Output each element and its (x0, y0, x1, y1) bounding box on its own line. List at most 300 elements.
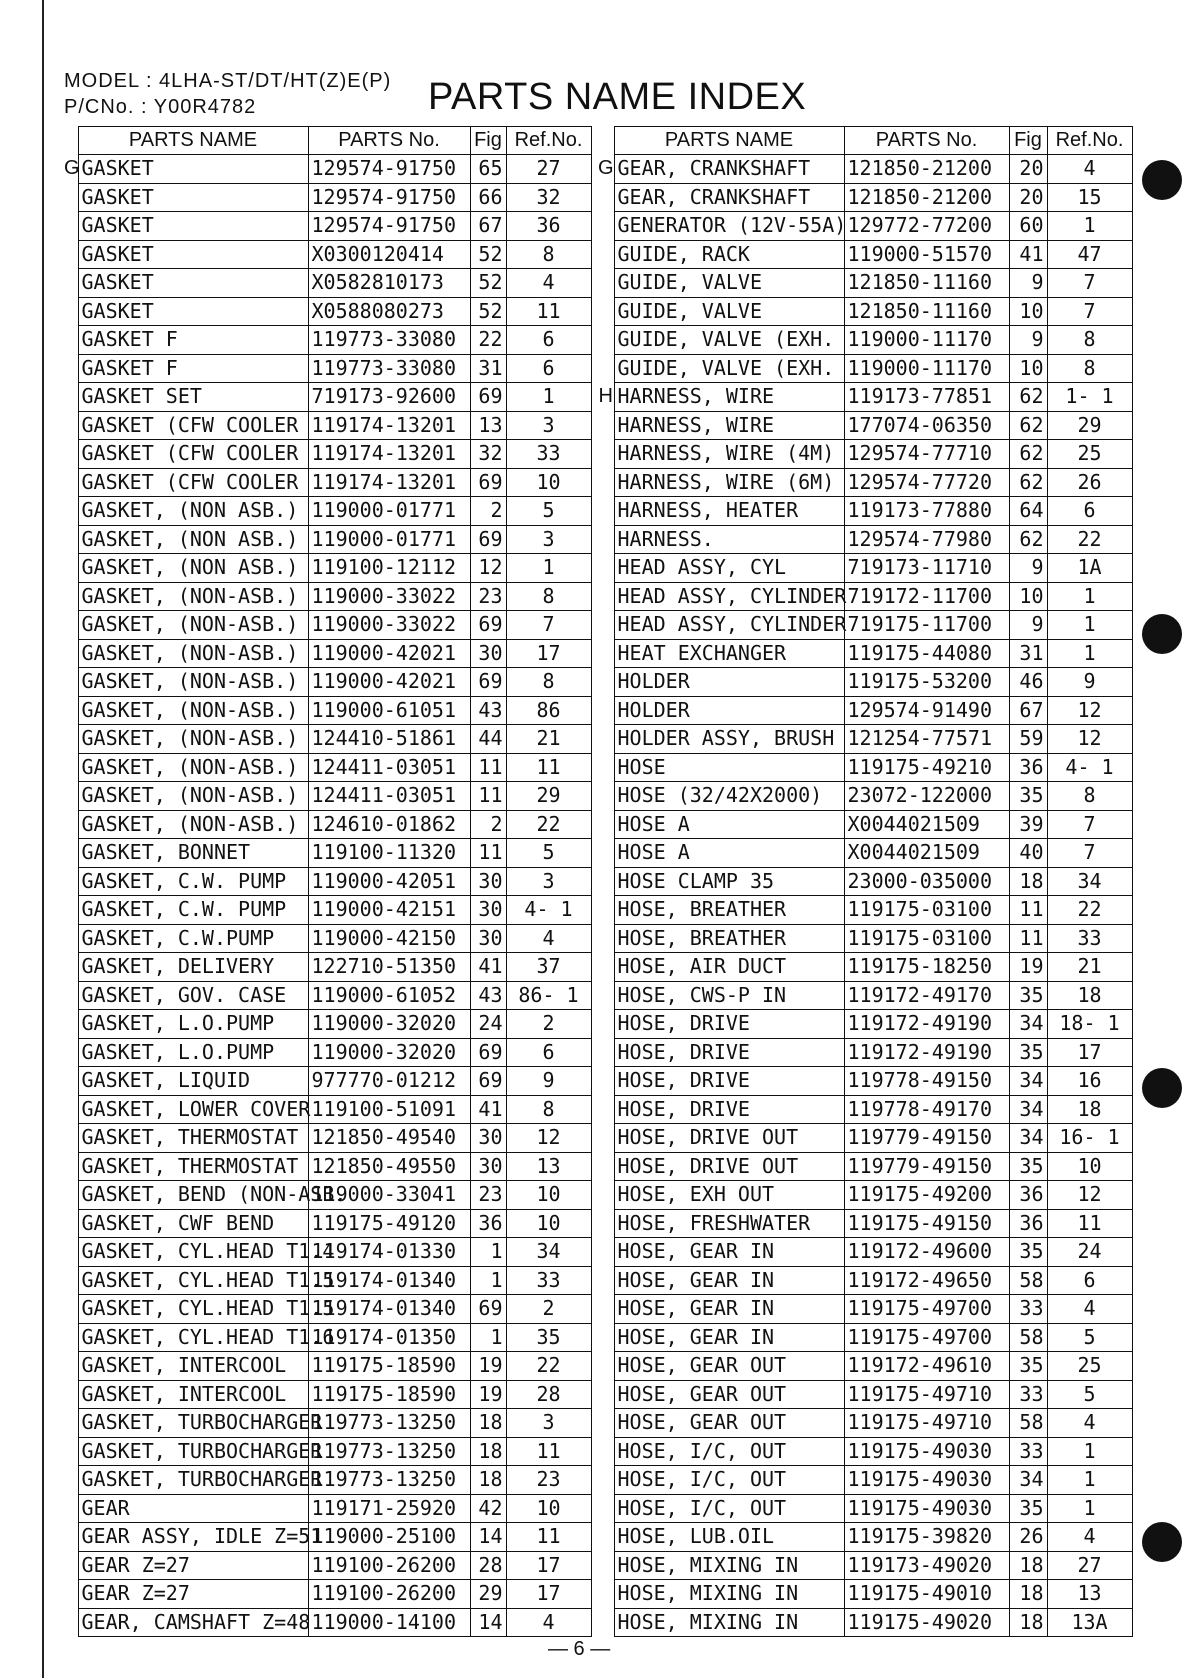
table-header-row (598, 127, 1132, 155)
part-number: 124411-03051 (308, 782, 470, 811)
part-number: 119175-49030 (844, 1494, 1009, 1523)
index-letter (598, 1095, 614, 1124)
ref-number: 17 (506, 1551, 591, 1580)
ref-number: 47 (1047, 240, 1132, 269)
ref-number: 37 (506, 953, 591, 982)
index-letter (598, 497, 614, 526)
index-letter: H (598, 385, 613, 408)
fig-number: 11 (1009, 896, 1047, 925)
part-name: GASKET F (78, 326, 308, 355)
ref-number: 33 (506, 1266, 591, 1295)
table-row (64, 440, 591, 469)
table-row (64, 554, 591, 583)
part-number: 119000-42021 (308, 668, 470, 697)
table-row (598, 1437, 1132, 1466)
ref-number: 12 (1047, 1181, 1132, 1210)
ref-number: 6 (506, 326, 591, 355)
part-name: GASKET, CYL.HEAD T1.5 (78, 1295, 308, 1324)
ref-number: 8 (1047, 782, 1132, 811)
binder-hole-icon (1142, 614, 1182, 654)
ref-number: 8 (506, 240, 591, 269)
part-number: 23000-035000 (844, 867, 1009, 896)
table-row (64, 1323, 591, 1352)
part-name: GASKET, BEND (NON-ASB. (78, 1181, 308, 1210)
part-name: GASKET (78, 240, 308, 269)
index-letter (64, 1551, 78, 1580)
index-letter (64, 1095, 78, 1124)
fig-number: 35 (1009, 1038, 1047, 1067)
part-number: 119174-13201 (308, 468, 470, 497)
ref-number: 10 (506, 1181, 591, 1210)
part-number: 177074-06350 (844, 411, 1009, 440)
table-row (64, 1152, 591, 1181)
index-letter (598, 753, 614, 782)
table-row (64, 1494, 591, 1523)
index-letter (64, 1580, 78, 1609)
ref-number: 7 (1047, 297, 1132, 326)
part-number: 119175-49010 (844, 1580, 1009, 1609)
fig-number: 42 (470, 1494, 506, 1523)
index-letter (598, 639, 614, 668)
ref-number: 1 (506, 383, 591, 412)
fig-number: 58 (1009, 1409, 1047, 1438)
table-row (598, 1124, 1132, 1153)
ref-number: 22 (506, 810, 591, 839)
part-name: HOSE, LUB.OIL (614, 1523, 844, 1552)
part-name: HOSE, DRIVE (614, 1010, 844, 1039)
part-number: 119172-49650 (844, 1266, 1009, 1295)
part-number: 119000-42150 (308, 924, 470, 953)
table-row (64, 468, 591, 497)
ref-number: 17 (1047, 1038, 1132, 1067)
part-name: HOSE, I/C, OUT (614, 1494, 844, 1523)
col-fig: Fig (470, 127, 506, 155)
fig-number: 36 (470, 1209, 506, 1238)
binder-hole-icon (1142, 1522, 1182, 1562)
fig-number: 43 (470, 696, 506, 725)
part-name: GASKET (78, 212, 308, 241)
part-number: 119171-25920 (308, 1494, 470, 1523)
ref-number: 33 (506, 440, 591, 469)
ref-number: 21 (1047, 953, 1132, 982)
table-row (598, 1266, 1132, 1295)
part-name: HOSE CLAMP 35 (614, 867, 844, 896)
index-letter (598, 183, 614, 212)
part-name: HOLDER (614, 668, 844, 697)
fig-number: 18 (1009, 867, 1047, 896)
table-row (598, 1494, 1132, 1523)
index-letter (598, 354, 614, 383)
ref-number: 12 (506, 1124, 591, 1153)
table-row (598, 383, 1132, 412)
part-name: HOSE, MIXING IN (614, 1551, 844, 1580)
parts-table-right (598, 126, 1133, 1637)
fig-number: 11 (1009, 924, 1047, 953)
ref-number: 4- 1 (1047, 753, 1132, 782)
fig-number: 66 (470, 183, 506, 212)
index-letter (64, 1152, 78, 1181)
table-row (598, 297, 1132, 326)
ref-number: 1 (1047, 1466, 1132, 1495)
table-header-row (64, 127, 591, 155)
part-name: GUIDE, VALVE (EXH. (614, 354, 844, 383)
fig-number: 14 (470, 1523, 506, 1552)
part-name: GASKET, DELIVERY (78, 953, 308, 982)
table-row (598, 1038, 1132, 1067)
part-name: GASKET, (NON-ASB.) (78, 725, 308, 754)
part-number: X0582810173 (308, 269, 470, 298)
fig-number: 33 (1009, 1380, 1047, 1409)
part-number: 129574-91750 (308, 183, 470, 212)
fig-number: 18 (1009, 1551, 1047, 1580)
index-letter (64, 1466, 78, 1495)
part-name: GASKET, CYL.HEAD T1.6 (78, 1323, 308, 1352)
part-number: 119000-01771 (308, 525, 470, 554)
ref-number: 11 (506, 1523, 591, 1552)
index-letter (64, 1209, 78, 1238)
index-letter (64, 867, 78, 896)
col-ref-no: Ref.No. (1047, 127, 1132, 155)
page-title: PARTS NAME INDEX (428, 76, 807, 118)
table-row (598, 326, 1132, 355)
fig-number: 14 (470, 1608, 506, 1637)
ref-number: 27 (1047, 1551, 1132, 1580)
index-letter: G (64, 157, 80, 180)
index-letter (598, 1551, 614, 1580)
col-fig: Fig (1009, 127, 1047, 155)
ref-number: 34 (1047, 867, 1132, 896)
table-row (64, 810, 591, 839)
part-name: GASKET, LIQUID (78, 1067, 308, 1096)
table-row (598, 1181, 1132, 1210)
part-number: 119172-49600 (844, 1238, 1009, 1267)
fig-number: 69 (470, 525, 506, 554)
part-number: 977770-01212 (308, 1067, 470, 1096)
part-number: 119174-13201 (308, 411, 470, 440)
table-row (64, 240, 591, 269)
part-name: GASKET, (NON-ASB.) (78, 611, 308, 640)
fig-number: 62 (1009, 383, 1047, 412)
ref-number: 4 (1047, 1409, 1132, 1438)
ref-number: 13A (1047, 1608, 1132, 1637)
part-number: 129574-91750 (308, 212, 470, 241)
fig-number: 41 (470, 953, 506, 982)
fig-number: 22 (470, 326, 506, 355)
table-row (598, 411, 1132, 440)
binder-line (42, 0, 44, 1678)
col-parts-name: PARTS NAME (614, 127, 844, 155)
ref-number: 4 (506, 924, 591, 953)
part-number: 119000-33022 (308, 582, 470, 611)
part-number: 119173-49020 (844, 1551, 1009, 1580)
index-letter (598, 1523, 614, 1552)
ref-number: 6 (506, 354, 591, 383)
ref-number: 15 (1047, 183, 1132, 212)
index-letter (64, 1409, 78, 1438)
fig-number: 35 (1009, 1152, 1047, 1181)
ref-number: 25 (1047, 1352, 1132, 1381)
fig-number: 36 (1009, 753, 1047, 782)
part-name: GASKET, (NON-ASB.) (78, 639, 308, 668)
ref-number: 32 (506, 183, 591, 212)
ref-number: 1 (1047, 1437, 1132, 1466)
part-name: HOSE, I/C, OUT (614, 1466, 844, 1495)
part-number: 119779-49150 (844, 1124, 1009, 1153)
index-letter (598, 1580, 614, 1609)
table-row (64, 1238, 591, 1267)
index-letter (64, 782, 78, 811)
fig-number: 64 (1009, 497, 1047, 526)
index-letter (64, 212, 78, 241)
ref-number: 13 (506, 1152, 591, 1181)
part-number: 119100-26200 (308, 1580, 470, 1609)
table-row (64, 525, 591, 554)
part-number: 119175-49210 (844, 753, 1009, 782)
fig-number: 30 (470, 896, 506, 925)
part-name: GASKET, TURBOCHARGER (78, 1437, 308, 1466)
part-name: GASKET (CFW COOLER (78, 411, 308, 440)
ref-number: 1 (1047, 582, 1132, 611)
part-name: HARNESS. (614, 525, 844, 554)
index-letter (64, 1010, 78, 1039)
part-number: 119175-49700 (844, 1323, 1009, 1352)
part-name: GASKET, (NON-ASB.) (78, 582, 308, 611)
part-number: 119000-51570 (844, 240, 1009, 269)
table-row (598, 1295, 1132, 1324)
table-row (64, 1010, 591, 1039)
part-name: HEAT EXCHANGER (614, 639, 844, 668)
table-row (64, 1295, 591, 1324)
parts-table-left (64, 126, 592, 1637)
part-number: 129772-77200 (844, 212, 1009, 241)
ref-number: 3 (506, 411, 591, 440)
part-number: 119174-01350 (308, 1323, 470, 1352)
ref-number: 17 (506, 639, 591, 668)
fig-number: 35 (1009, 981, 1047, 1010)
fig-number: 11 (470, 782, 506, 811)
index-letter (598, 924, 614, 953)
table-row (598, 668, 1132, 697)
index-letter (598, 981, 614, 1010)
part-name: HOSE, BREATHER (614, 924, 844, 953)
part-name: GASKET, THERMOSTAT (78, 1124, 308, 1153)
index-letter (64, 725, 78, 754)
table-row (64, 753, 591, 782)
table-row (64, 896, 591, 925)
index-letter (64, 354, 78, 383)
part-name: HOSE, DRIVE OUT (614, 1152, 844, 1181)
ref-number: 18- 1 (1047, 1010, 1132, 1039)
table-row (64, 269, 591, 298)
binder-hole-icon (1142, 1068, 1182, 1108)
part-number: 119172-49610 (844, 1352, 1009, 1381)
part-name: GASKET, TURBOCHARGER (78, 1409, 308, 1438)
part-name: GASKET, INTERCOOL (78, 1352, 308, 1381)
part-number: 119175-53200 (844, 668, 1009, 697)
index-letter (598, 582, 614, 611)
pcno-label: P/CNo. : Y00R4782 (64, 96, 257, 118)
table-row (64, 1580, 591, 1609)
table-row (64, 383, 591, 412)
col-parts-no: PARTS No. (844, 127, 1009, 155)
part-number: 119773-13250 (308, 1466, 470, 1495)
part-name: HOSE, MIXING IN (614, 1580, 844, 1609)
table-row (598, 497, 1132, 526)
part-number: 119000-33041 (308, 1181, 470, 1210)
table-row (64, 924, 591, 953)
part-number: 119175-49700 (844, 1295, 1009, 1324)
index-letter (64, 981, 78, 1010)
part-number: 119000-11170 (844, 354, 1009, 383)
part-name: HOSE A (614, 839, 844, 868)
table-row (598, 1608, 1132, 1637)
ref-number: 4 (1047, 1523, 1132, 1552)
fig-number: 35 (1009, 1494, 1047, 1523)
fig-number: 39 (1009, 810, 1047, 839)
part-name: GASKET, THERMOSTAT (78, 1152, 308, 1181)
index-letter (598, 1437, 614, 1466)
part-name: GASKET, L.O.PUMP (78, 1038, 308, 1067)
ref-number: 2 (506, 1010, 591, 1039)
index-letter (64, 468, 78, 497)
table-row (598, 269, 1132, 298)
table-row (64, 1124, 591, 1153)
table-row (64, 354, 591, 383)
part-number: 119100-12112 (308, 554, 470, 583)
ref-number: 21 (506, 725, 591, 754)
part-number: 119100-11320 (308, 839, 470, 868)
part-number: X0300120414 (308, 240, 470, 269)
fig-number: 13 (470, 411, 506, 440)
index-letter (64, 1266, 78, 1295)
part-number: 119000-61052 (308, 981, 470, 1010)
ref-number: 27 (506, 155, 591, 184)
index-letter (64, 696, 78, 725)
part-name: HOSE, FRESHWATER (614, 1209, 844, 1238)
fig-number: 9 (1009, 269, 1047, 298)
index-letter (598, 1266, 614, 1295)
part-number: 121850-11160 (844, 269, 1009, 298)
table-row (598, 1551, 1132, 1580)
ref-number: 4 (1047, 1295, 1132, 1324)
part-name: HARNESS, WIRE (6M) (614, 468, 844, 497)
ref-number: 7 (1047, 269, 1132, 298)
index-letter (598, 440, 614, 469)
part-name: HOSE, GEAR OUT (614, 1380, 844, 1409)
index-letter (598, 1124, 614, 1153)
fig-number: 34 (1009, 1124, 1047, 1153)
table-row (64, 1352, 591, 1381)
index-letter (598, 696, 614, 725)
ref-number: 4- 1 (506, 896, 591, 925)
fig-number: 23 (470, 582, 506, 611)
index-letter (64, 810, 78, 839)
part-name: GASKET (CFW COOLER (78, 440, 308, 469)
table-row (598, 1095, 1132, 1124)
index-letter (64, 924, 78, 953)
part-number: 119172-49190 (844, 1038, 1009, 1067)
part-name: GASKET, INTERCOOL (78, 1380, 308, 1409)
part-name: HOLDER ASSY, BRUSH (614, 725, 844, 754)
part-name: HOSE, BREATHER (614, 896, 844, 925)
fig-number: 23 (470, 1181, 506, 1210)
fig-number: 41 (1009, 240, 1047, 269)
part-name: GASKET (78, 297, 308, 326)
table-row (64, 1038, 591, 1067)
part-name: HOSE, GEAR OUT (614, 1352, 844, 1381)
part-name: GASKET, (NON-ASB.) (78, 753, 308, 782)
ref-number: 22 (1047, 525, 1132, 554)
table-row (64, 639, 591, 668)
table-row (598, 782, 1132, 811)
table-row (598, 1352, 1132, 1381)
table-row (598, 1409, 1132, 1438)
fig-number: 69 (470, 1295, 506, 1324)
table-row (598, 440, 1132, 469)
ref-number: 11 (1047, 1209, 1132, 1238)
ref-number: 22 (506, 1352, 591, 1381)
fig-number: 65 (470, 155, 506, 184)
part-number: 119175-49710 (844, 1380, 1009, 1409)
fig-number: 34 (1009, 1466, 1047, 1495)
part-name: HOSE, GEAR OUT (614, 1409, 844, 1438)
part-name: GUIDE, RACK (614, 240, 844, 269)
fig-number: 19 (470, 1380, 506, 1409)
index-letter (598, 782, 614, 811)
ref-number: 11 (506, 753, 591, 782)
table-row (598, 839, 1132, 868)
ref-number: 1A (1047, 554, 1132, 583)
table-row (598, 725, 1132, 754)
part-number: 119000-33022 (308, 611, 470, 640)
fig-number: 60 (1009, 212, 1047, 241)
part-number: 119175-49030 (844, 1437, 1009, 1466)
index-letter-header (64, 127, 78, 155)
part-name: GEAR, CAMSHAFT Z=48 (78, 1608, 308, 1637)
part-name: HOSE (614, 753, 844, 782)
index-letter (598, 1380, 614, 1409)
part-name: GASKET, (NON-ASB.) (78, 696, 308, 725)
part-name: GASKET F (78, 354, 308, 383)
index-letter (598, 1466, 614, 1495)
part-name: GASKET, GOV. CASE (78, 981, 308, 1010)
index-letter (598, 1295, 614, 1324)
ref-number: 8 (506, 1095, 591, 1124)
part-number: 119000-14100 (308, 1608, 470, 1637)
ref-number: 25 (1047, 440, 1132, 469)
fig-number: 62 (1009, 525, 1047, 554)
page-number: — 6 — (548, 1638, 611, 1660)
part-name: GASKET, (NON ASB.) (78, 497, 308, 526)
fig-number: 20 (1009, 155, 1047, 184)
fig-number: 33 (1009, 1437, 1047, 1466)
part-number: 119175-03100 (844, 924, 1009, 953)
index-letter (64, 1295, 78, 1324)
part-number: 119779-49150 (844, 1152, 1009, 1181)
fig-number: 1 (470, 1323, 506, 1352)
index-letter (64, 269, 78, 298)
table-row (598, 1580, 1132, 1609)
fig-number: 33 (1009, 1295, 1047, 1324)
part-number: 119773-33080 (308, 326, 470, 355)
fig-number: 62 (1009, 411, 1047, 440)
part-name: GASKET, CWF BEND (78, 1209, 308, 1238)
fig-number: 24 (470, 1010, 506, 1039)
fig-number: 18 (470, 1409, 506, 1438)
binder-hole-icon (1142, 160, 1182, 200)
table-row (64, 1067, 591, 1096)
table-row (64, 1437, 591, 1466)
